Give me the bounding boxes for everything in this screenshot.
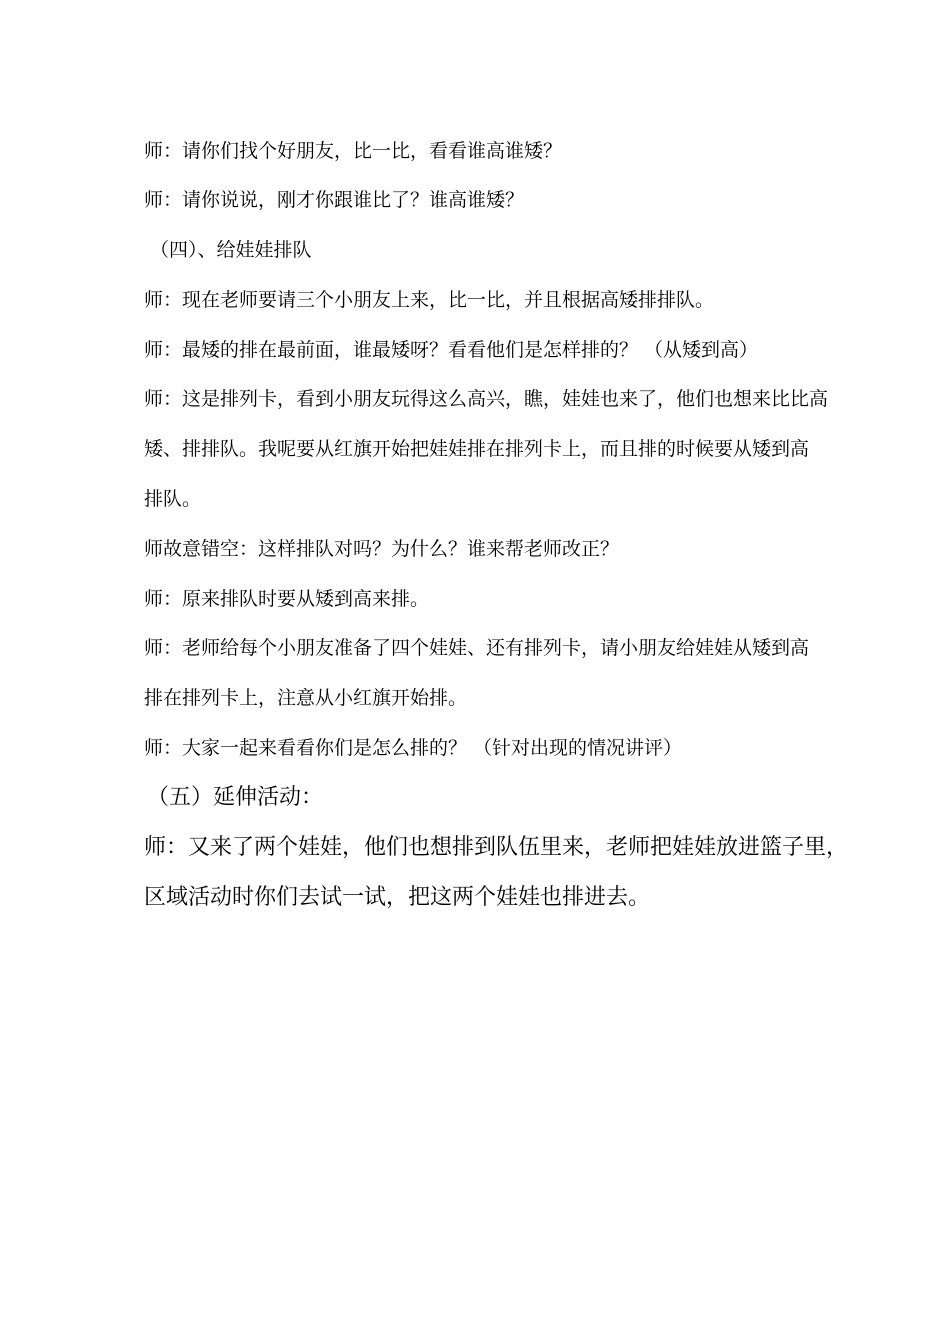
text-line: 师：又来了两个娃娃，他们也想排到队伍里来，老师把娃娃放进篮子里， [144, 835, 849, 860]
text-line: 师：现在老师要请三个小朋友上来，比一比，并且根据高矮排排队。 [144, 289, 715, 311]
section-heading: （五）延伸活动： [147, 785, 324, 810]
text-line: 排在排列卡上，注意从小红旗开始排。 [144, 687, 468, 709]
text-line: 师：老师给每个小朋友准备了四个娃娃、还有排列卡，请小朋友给娃娃从矮到高 [144, 637, 810, 659]
text-line: 矮、排排队。我呢要从红旗开始把娃娃排在排列卡上，而且排的时候要从矮到高 [144, 438, 810, 460]
text-line: 师：请你说说，刚才你跟谁比了？谁高谁矮？ [144, 189, 525, 211]
text-line: 师故意错空：这样排队对吗？为什么？谁来帮老师改正？ [144, 538, 620, 560]
text-line: 师：请你们找个好朋友，比一比，看看谁高谁矮？ [144, 140, 563, 162]
text-line: 排队。 [144, 488, 202, 510]
text-line: 师：最矮的排在最前面，谁最矮呀？看看他们是怎样排的？ （从矮到高） [144, 339, 759, 361]
text-line: 师：大家一起来看看你们是怎么排的？ （针对出现的情况讲评） [144, 737, 683, 759]
text-line: 师：原来排队时要从矮到高来排。 [144, 588, 430, 610]
text-line: 区域活动时你们去试一试，把这两个娃娃也排进去。 [144, 885, 651, 910]
text-line: 师：这是排列卡，看到小朋友玩得这么高兴，瞧，娃娃也来了，他们也想来比比高 [144, 388, 829, 410]
section-heading: （四）、给娃娃排队 [150, 239, 312, 261]
